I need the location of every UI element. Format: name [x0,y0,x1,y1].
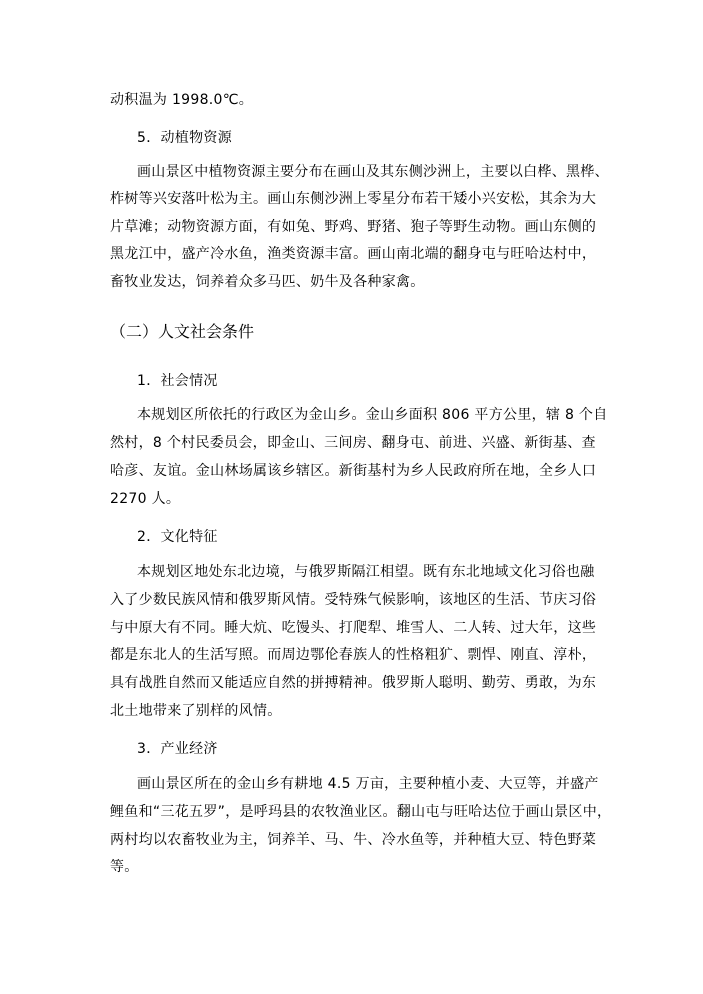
paragraph-line: 入了少数民族风情和俄罗斯风情。受特殊气候影响，该地区的生活、节庆习俗 [110,592,597,608]
paragraph-line: 北土地带来了别样的风情。 [110,703,282,719]
paragraph-line: 黑龙江中，盛产冷水鱼，渔类资源丰富。画山南北端的翻身屯与旺哈达村中， [110,246,597,262]
section-heading: （二）人文社会条件 [110,322,255,341]
paragraph-line: 等。 [110,859,139,875]
paragraph-line: 与中原大有不同。睡大炕、吃馒头、打爬犁、堆雪人、二人转、过大年，这些 [110,620,597,636]
paragraph-line: 画山景区中植物资源主要分布在画山及其东侧沙洲上，主要以白桦、黑桦、 [137,164,609,180]
paragraph-line: 柞树等兴安落叶松为主。画山东侧沙洲上零星分布若干矮小兴安松，其余为大 [110,191,597,207]
paragraph-line: 动积温为 1998.0℃。 [110,92,254,108]
paragraph-line: 两村均以农畜牧业为主，饲养羊、马、牛、冷水鱼等，并种植大豆、特色野菜 [110,832,597,848]
paragraph-line: 然村，8 个村民委员会，即金山、三间房、翻身屯、前进、兴盛、新街基、查 [110,435,596,451]
paragraph-line: 鲤鱼和“三花五罗”，是呼玛县的农牧渔业区。翻山屯与旺哈达位于画山景区中， [110,804,612,820]
paragraph-line: 片草滩；动物资源方面，有如兔、野鸡、野猪、狍子等野生动物。画山东侧的 [110,219,597,235]
subheading-economy: 3．产业经济 [137,741,218,757]
paragraph-line: 2270 人。 [110,491,181,507]
paragraph-line: 具有战胜自然而又能适应自然的拼搏精神。俄罗斯人聪明、勤劳、勇敢，为东 [110,675,597,691]
paragraph-line: 本规划区地处东北边境，与俄罗斯隔江相望。既有东北地域文化习俗也融 [137,564,595,580]
paragraph-line: 哈彦、友谊。金山林场属该乡辖区。新街基村为乡人民政府所在地，全乡人口 [110,463,597,479]
subheading-flora-fauna: 5．动植物资源 [137,130,233,146]
paragraph-line: 画山景区所在的金山乡有耕地 4.5 万亩，主要种植小麦、大豆等，并盛产 [137,776,599,792]
paragraph-line: 本规划区所依托的行政区为金山乡。金山乡面积 806 平方公里，辖 8 个自 [137,407,608,423]
paragraph-line: 都是东北人的生活写照。而周边鄂伦春族人的性格粗犷、剽悍、刚直、淳朴， [110,647,597,663]
paragraph-line: 畜牧业发达，饲养着众多马匹、奶牛及各种家禽。 [110,274,425,290]
subheading-social: 1．社会情况 [137,373,218,389]
subheading-culture: 2．文化特征 [137,529,218,545]
